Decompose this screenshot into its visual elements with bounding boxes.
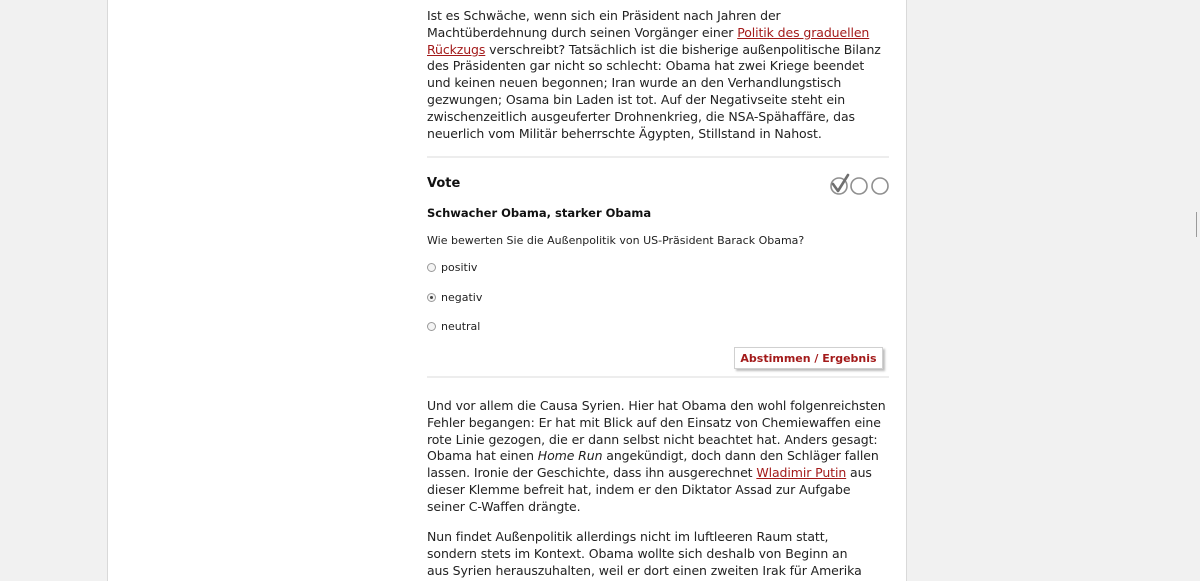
scrollbar-thumb[interactable]	[1196, 212, 1197, 237]
radio-neutral[interactable]	[427, 322, 436, 331]
poll-heading: Vote	[427, 176, 461, 191]
radio-negativ[interactable]	[427, 293, 436, 302]
poll-title: Schwacher Obama, starker Obama	[427, 206, 652, 220]
article-paragraph-1: Ist es Schwäche, wenn sich ein Präsident nach Jahren der Machtüberdehnung durch seinen Vorgänger einer Politik des graduellen Rückzugs verschreibt? Tatsächlich ist die bisherige außenpolitische Bilanz des Präsidenten gar nicht so schlecht: Obama hat zwei Kriege beendet und keinen neuen begonnen; Iran wurde an den Verhandlungstisch gezwungen; Osama bin Laden ist tot. Auf der Negativseite steht ein zwischenzeitlich ausgeuferter Drohnenkrieg, die NSA-Spähaffäre, das neuerlich vom Militär beherrschte Ägypten, Stillstand in Nahost.	[427, 8, 881, 141]
wladimir-putin-link[interactable]: Wladimir Putin	[756, 465, 847, 481]
poll-question: Wie bewerten Sie die Außenpolitik von US-Präsident Barack Obama?	[427, 234, 805, 247]
poll-option-negativ[interactable]: negativ	[427, 290, 482, 304]
divider	[427, 156, 889, 158]
poll-option-neutral[interactable]: neutral	[427, 319, 480, 333]
article-paragraph-3: Nun findet Außenpolitik allerdings nicht im luftleeren Raum statt, sondern stets im Kontext. Obama wollte sich deshalb von Beginn an aus Syrien herauszuhalten, weil er dort einen zweiten Irak für Amerika	[427, 529, 862, 578]
divider	[427, 376, 889, 378]
poll-option-positiv[interactable]: positiv	[427, 260, 477, 274]
vote-check-circles-icon	[829, 173, 891, 197]
article-paragraph-2: Und vor allem die Causa Syrien. Hier hat Obama den wohl folgenreichsten Fehler begangen: Er hat mit Blick auf den Einsatz von Chemiewaffen eine rote Linie gezogen, die er dann selbst nicht beachtet hat. Anders gesagt: Obama hat einen Home Run angekündigt, doch dann den Schläger fallen lassen. Ironie der Geschichte, dass ihn ausgerechnet Wladimir Putin aus dieser Klemme befreit hat, indem er den Diktator Assad zur Aufgabe seiner C-Waffen drängte.	[427, 398, 886, 514]
vote-submit-button[interactable]: Abstimmen / Ergebnis	[734, 347, 883, 369]
politik-rueckzug-link[interactable]: Politik des graduellen Rückzugs	[427, 24, 870, 57]
radio-positiv[interactable]	[427, 263, 436, 272]
article-page	[107, 0, 907, 581]
